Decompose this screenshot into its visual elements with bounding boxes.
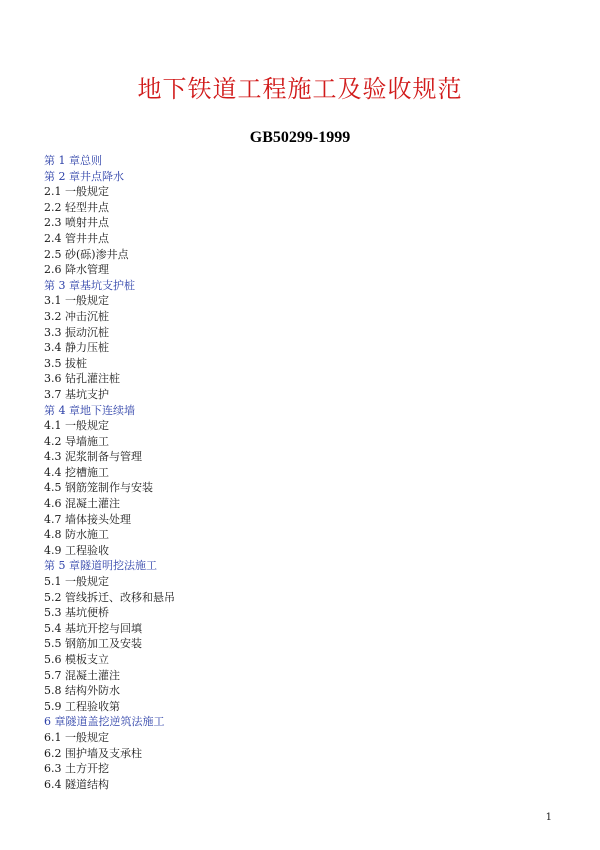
toc-section-item: 5.9 工程验收第 xyxy=(44,699,120,713)
toc-section-item: 4.2 导墙施工 xyxy=(44,434,109,448)
toc-section-item: 5.2 管线拆迁、改移和悬吊 xyxy=(44,590,175,604)
toc-section-item: 5.1 一般规定 xyxy=(44,575,109,589)
toc-section-item: 6.2 围护墙及支承柱 xyxy=(44,746,142,760)
toc-section-item: 4.1 一般规定 xyxy=(44,419,109,433)
toc-section-item: 4.4 挖槽施工 xyxy=(44,465,109,479)
toc-section-item: 2.5 砂(砾)渗井点 xyxy=(44,247,129,261)
toc-section-item: 4.9 工程验收 xyxy=(44,543,109,557)
toc-section-item: 5.8 结构外防水 xyxy=(44,684,120,698)
toc-section-item: 3.5 拔桩 xyxy=(44,356,87,370)
standard-code: GB50299-1999 xyxy=(249,129,351,146)
document-title: 地下铁道工程施工及验收规范 xyxy=(137,75,463,103)
toc-section-item: 3.6 钻孔灌注桩 xyxy=(44,372,120,386)
toc-section-item: 6.4 隧道结构 xyxy=(44,777,109,791)
page-number: 1 xyxy=(545,812,552,823)
toc-section-item: 2.1 一般规定 xyxy=(44,185,109,199)
toc-section-item: 2.3 喷射井点 xyxy=(44,216,109,230)
toc-section-item: 4.6 混凝土灌注 xyxy=(44,497,120,511)
toc-section-item: 3.2 冲击沉桩 xyxy=(44,309,109,323)
toc-section-item: 3.7 基坑支护 xyxy=(44,387,109,401)
toc-section-item: 4.8 防水施工 xyxy=(44,528,109,542)
toc-chapter-item: 第 1 章总则 xyxy=(44,154,102,167)
toc-section-item: 5.7 混凝土灌注 xyxy=(44,668,120,682)
toc-section-item: 6.3 土方开挖 xyxy=(44,762,109,776)
toc-chapter-item: 第 4 章地下连续墙 xyxy=(44,403,135,417)
toc-section-item: 5.5 钢筋加工及安装 xyxy=(44,637,142,651)
toc-section-item: 4.5 钢筋笼制作与安装 xyxy=(44,481,153,495)
toc-chapter-item: 第 2 章井点降水 xyxy=(44,169,124,183)
toc-section-item: 2.4 管井井点 xyxy=(44,231,109,245)
toc-section-item: 3.4 静力压桩 xyxy=(44,341,109,355)
toc-section-item: 6.1 一般规定 xyxy=(44,730,109,744)
toc-section-item: 5.4 基坑开挖与回填 xyxy=(44,621,142,635)
toc-section-item: 3.3 振动沉桩 xyxy=(44,325,109,339)
toc-section-item: 5.3 基坑便桥 xyxy=(44,606,109,620)
toc-chapter-item: 6 章隧道盖挖逆筑法施工 xyxy=(44,715,165,729)
toc-section-item: 4.3 泥浆制备与管理 xyxy=(44,450,142,464)
toc-section-item: 2.2 轻型井点 xyxy=(44,200,109,214)
toc-section-item: 4.7 墙体接头处理 xyxy=(44,512,131,526)
table-of-contents xyxy=(44,153,175,792)
toc-section-item: 3.1 一般规定 xyxy=(44,294,109,308)
toc-chapter-item: 第 3 章基坑支护桩 xyxy=(44,278,135,292)
toc-chapter-item: 第 5 章隧道明挖法施工 xyxy=(44,559,157,573)
toc-section-item: 5.6 模板支立 xyxy=(44,653,109,666)
toc-section-item: 2.6 降水管理 xyxy=(44,263,109,277)
